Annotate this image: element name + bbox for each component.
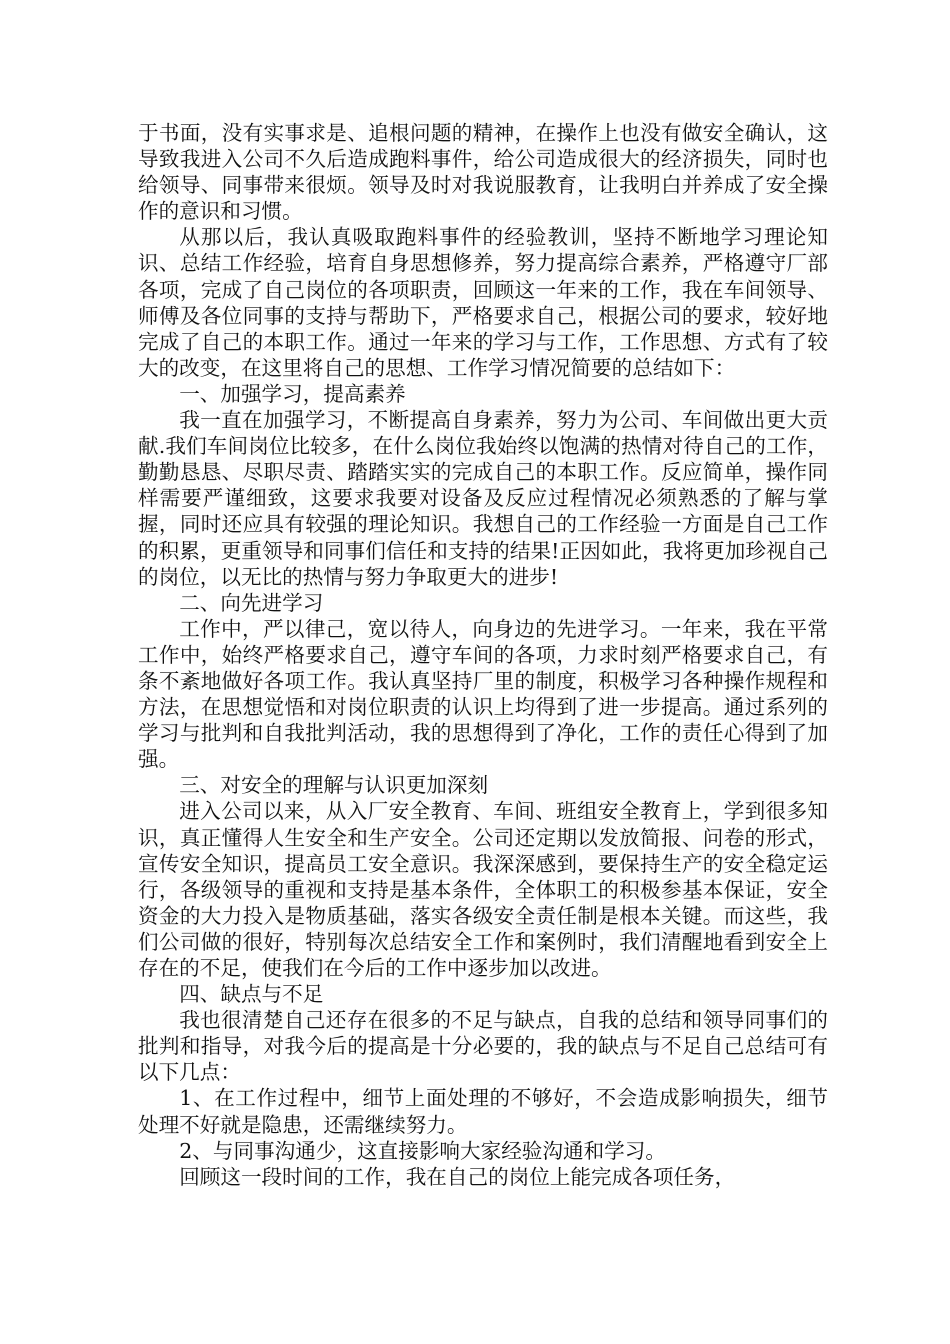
paragraph-section-2: 工作中，严以律己，宽以待人，向身边的先进学习。一年来，我在平常工作中，始终严格要求自己，遵守车间的各项，力求时刻严格要求自己，有条不紊地做好各项工作。我认真坚持厂里的制度，积极学习各种操作规程和方法，在思想觉悟和对岗位职责的认识上均得到了进一步提高。通过系列的学习与批判和自我批判活动，我的思想得到了净化，工作的责任心得到了加强。 <box>138 616 828 772</box>
list-item-shortcoming-2: 2、与同事沟通少，这直接影响大家经验沟通和学习。 <box>179 1138 666 1163</box>
list-item-shortcoming-1: 1、在工作过程中，细节上面处理的不够好，不会造成影响损失，细节处理不好就是隐患，还需继续努力。 <box>138 1086 828 1137</box>
paragraph-review: 回顾这一段时间的工作，我在自己的岗位上能完成各项任务， <box>179 1164 736 1189</box>
document-page <box>138 120 828 1190</box>
section-heading-1: 一、加强学习，提高素养 <box>179 381 406 406</box>
paragraph-section-3: 进入公司以来，从入厂安全教育、车间、班组安全教育上，学到很多知识，真正懂得人生安全和生产安全。公司还定期以发放简报、问卷的形式，宣传安全知识，提高员工安全意识。我深深感到，要保持生产的安全稳定运行，各级领导的重视和支持是基本条件，全体职工的积极参基本保证，安全资金的大力投入是物质基础，落实各级安全责任制是根本关键。而这些，我们公司做的很好，特别每次总结安全工作和案例时，我们清醒地看到安全上存在的不足，使我们在今后的工作中逐步加以改进。 <box>138 799 828 980</box>
paragraph-reflection: 从那以后，我认真吸取跑料事件的经验教训，坚持不断地学习理论知识、总结工作经验，培育自身思想修养，努力提高综合素养，严格遵守厂部各项，完成了自己岗位的各项职责，回顾这一年来的工作，我在车间领导、师傅及各位同事的支持与帮助下，严格要求自己，根据公司的要求，较好地完成了自己的本职工作。通过一年来的学习与工作，工作思想、方式有了较大的改变，在这里将自己的思想、工作学习情况简要的总结如下： <box>138 225 828 380</box>
paragraph-section-1: 我一直在加强学习，不断提高自身素养，努力为公司、车间做出更大贡献.我们车间岗位比较多，在什么岗位我始终以饱满的热情对待自己的工作，勤勤恳恳、尽职尽责、踏踏实实的完成自己的本职工作。反应简单，操作同样需要严谨细致，这要求我要对设备及反应过程情况必须熟悉的了解与掌握，同时还应具有较强的理论知识。我想自己的工作经验一方面是自己工作的积累，更重领导和同事们信任和支持的结果!正因如此，我将更加珍视自己的岗位，以无比的热情与努力争取更大的进步! <box>138 408 828 589</box>
paragraph-section-4: 我也很清楚自己还存在很多的不足与缺点，自我的总结和领导同事们的批判和指导，对我今后的提高是十分必要的，我的缺点与不足自己总结可有以下几点： <box>138 1008 828 1085</box>
section-heading-2: 二、向先进学习 <box>179 590 324 615</box>
section-heading-3: 三、对安全的理解与认识更加深刻 <box>179 773 489 798</box>
paragraph-continuation: 于书面，没有实事求是、追根问题的精神，在操作上也没有做安全确认，这导致我进入公司不久后造成跑料事件，给公司造成很大的经济损失，同时也给领导、同事带来很烦。领导及时对我说服教育，让我明白并养成了安全操作的意识和习惯。 <box>138 121 828 224</box>
section-heading-4: 四、缺点与不足 <box>179 982 324 1007</box>
